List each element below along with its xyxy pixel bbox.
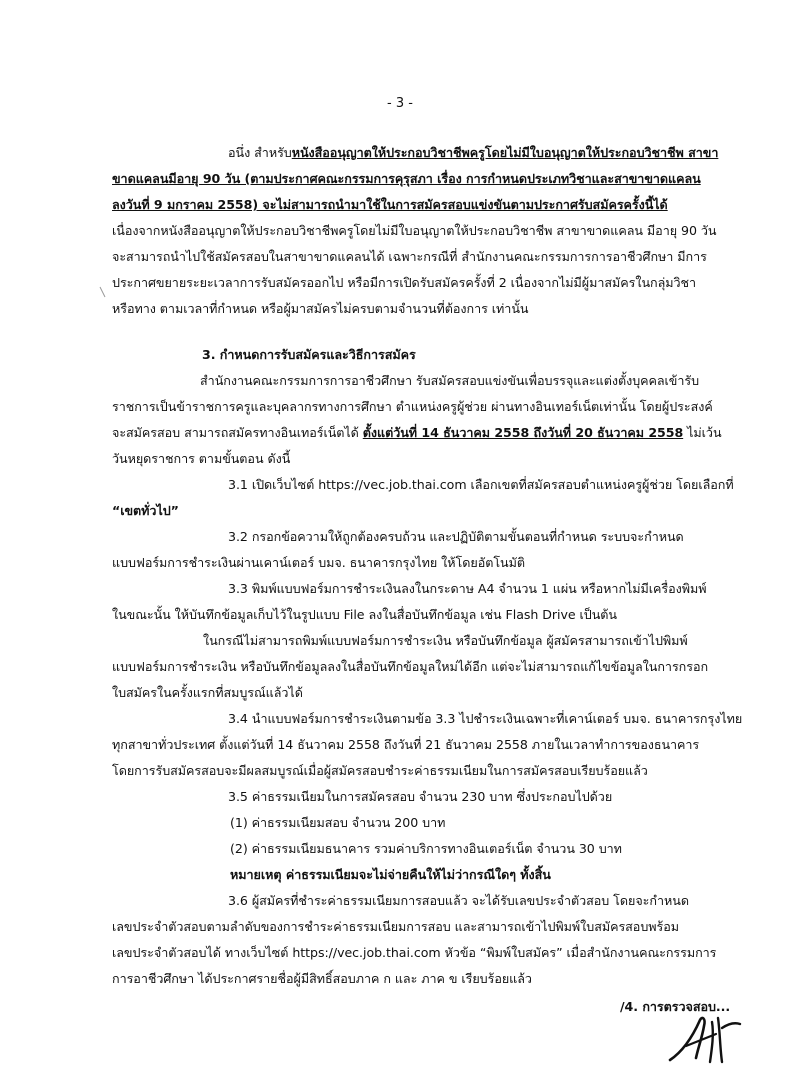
- para1-line-1-emph: หนังสืออนุญาตให้ประกอบวิชาชีพครูโดยไม่มีใบอนุญาตให้ประกอบวิชาชีพ สาขา: [291, 145, 719, 160]
- item-3-2-line-1: 3.2 กรอกข้อความให้ถูกต้องครบถ้วน และปฏิบัติตามขั้นตอนที่กำหนด ระบบจะกำหนด: [228, 529, 684, 544]
- para1-line-2: ขาดแคลนมีอายุ 90 วัน (ตามประกาศคณะกรรมการคุรุสภา เรื่อง การกำหนดประเภทวิชาและสาขาขาดแคลน: [112, 171, 701, 186]
- intro-line-3-dates: ตั้งแต่วันที่ 14 ธันวาคม 2558 ถึงวันที่ 20 ธันวาคม 2558: [362, 425, 684, 440]
- para1-line-6: ประกาศขยายระยะเวลาการรับสมัครออกไป หรือมีการเปิดรับสมัครครั้งที่ 2 เนื่องจากไม่มีผู้มาสมัครในกลุ่มวิชา: [112, 275, 697, 290]
- item-3-5-note: หมายเหตุ ค่าธรรมเนียมจะไม่จ่ายคืนให้ไม่ว่ากรณีใดๆ ทั้งสิ้น: [230, 867, 551, 882]
- item-3-1-line-2: “เขตทั่วไป”: [112, 503, 179, 518]
- item-3-3-line-3: ในกรณีไม่สามารถพิมพ์แบบฟอร์มการชำระเงิน หรือบันทึกข้อมูล ผู้สมัครสามารถเข้าไปพิมพ์: [203, 633, 688, 648]
- item-3-3-line-1: 3.3 พิมพ์แบบฟอร์มการชำระเงินลงในกระดาษ A4 จำนวน 1 แผ่น หรือหากไม่มีเครื่องพิมพ์: [228, 581, 707, 596]
- intro-line-3-tail: ไม่เว้น: [687, 425, 722, 440]
- item-3-4-line-2: ทุกสาขาทั่วประเทศ ตั้งแต่วันที่ 14 ธันวาคม 2558 ถึงวันที่ 21 ธันวาคม 2558 ภายในเวลาทำการของธนาคาร: [112, 737, 700, 752]
- signature-mark: [662, 1008, 748, 1066]
- item-3-4-line-3: โดยการรับสมัครสอบจะมีผลสมบูรณ์เมื่อผู้สมัครสอบชำระค่าธรรมเนียมในการสมัครสอบเรียบร้อยแล้ว: [112, 763, 648, 778]
- item-3-6-line-4: การอาชีวศึกษา ได้ประกาศรายชื่อผู้มีสิทธิ์สอบภาค ก และ ภาค ข เรียบร้อยแล้ว: [112, 971, 532, 986]
- section-3-intro-line-2: ราชการเป็นข้าราชการครูและบุคลากรทางการศึกษา ตำแหน่งครูผู้ช่วย ผ่านทางอินเทอร์เน็ตเท่านั้น โดยผู้ประสงค์: [112, 399, 713, 414]
- item-3-3-line-2: ในขณะนั้น ให้บันทึกข้อมูลเก็บไว้ในรูปแบบ File ลงในสื่อบันทึกข้อมูล เช่น Flash Drive เป็นต้น: [112, 607, 617, 622]
- item-3-6-line-3: เลขประจำตัวสอบได้ ทางเว็บไซต์ https://vec.job.thai.com หัวข้อ “พิมพ์ใบสมัคร” เมื่อสำนักงานคณะกรรมการ: [112, 945, 717, 960]
- item-3-5-line-1: 3.5 ค่าธรรมเนียมในการสมัครสอบ จำนวน 230 บาท ซึ่งประกอบไปด้วย: [228, 789, 613, 804]
- para1-line-4: เนื่องจากหนังสืออนุญาตให้ประกอบวิชาชีพครูโดยไม่มีใบอนุญาตให้ประกอบวิชาชีพ สาขาขาดแคลน มีอายุ 90 วัน: [112, 223, 717, 238]
- item-3-3-line-5: ใบสมัครในครั้งแรกที่สมบูรณ์แล้วได้: [112, 685, 303, 700]
- intro-line-3-lead: จะสมัครสอบ สามารถสมัครทางอินเทอร์เน็ตได้: [112, 425, 359, 440]
- continuation-marker: /4. การตรวจสอบ...: [620, 999, 731, 1014]
- item-3-2-line-2: แบบฟอร์มการชำระเงินผ่านเคาน์เตอร์ บมจ. ธนาคารกรุงไทย ให้โดยอัตโนมัติ: [112, 555, 525, 570]
- section-3-intro-line-1: สำนักงานคณะกรรมการการอาชีวศึกษา รับสมัครสอบแข่งขันเพื่อบรรจุและแต่งตั้งบุคคลเข้ารับ: [200, 373, 700, 388]
- para1-line-1: [228, 144, 718, 162]
- para1-line-5: จะสามารถนำไปใช้สมัครสอบในสาขาขาดแคลนได้ เฉพาะกรณีที่ สำนักงานคณะกรรมการการอาชีวศึกษา มีการ: [112, 249, 707, 264]
- item-3-6-line-2: เลขประจำตัวสอบตามลำดับของการชำระค่าธรรมเนียมการสอบ และสามารถเข้าไปพิมพ์ใบสมัครสอบพร้อม: [112, 919, 679, 934]
- item-3-5-fee-2: (2) ค่าธรรมเนียมธนาคาร รวมค่าบริการทางอินเตอร์เน็ต จำนวน 30 บาท: [230, 841, 622, 856]
- item-3-5-fee-1: (1) ค่าธรรมเนียมสอบ จำนวน 200 บาท: [230, 815, 446, 830]
- section-3-intro-line-4: วันหยุดราชการ ตามขั้นตอน ดังนี้: [112, 451, 291, 466]
- item-3-4-line-1: 3.4 นำแบบฟอร์มการชำระเงินตามข้อ 3.3 ไปชำระเงินเฉพาะที่เคาน์เตอร์ บมจ. ธนาคารกรุงไทย: [228, 711, 743, 726]
- section-3-heading: 3. กำหนดการรับสมัครและวิธีการสมัคร: [202, 347, 416, 362]
- scan-speck-mark: [98, 285, 108, 299]
- para1-line-7: หรือทาง ตามเวลาที่กำหนด หรือผู้มาสมัครไม่ครบตามจำนวนที่ต้องการ เท่านั้น: [112, 301, 529, 316]
- item-3-6-line-1: 3.6 ผู้สมัครที่ชำระค่าธรรมเนียมการสอบแล้ว จะได้รับเลขประจำตัวสอบ โดยจะกำหนด: [228, 893, 689, 908]
- page-number: - 3 -: [387, 96, 413, 111]
- section-3-intro-line-3: [112, 424, 722, 442]
- item-3-1-line-1: 3.1 เปิดเว็บไซต์ https://vec.job.thai.com เลือกเขตที่สมัครสอบตำแหน่งครูผู้ช่วย โดยเลือกที่: [228, 477, 734, 492]
- item-3-3-line-4: แบบฟอร์มการชำระเงิน หรือบันทึกข้อมูลลงในสื่อบันทึกข้อมูลใหม่ได้อีก แต่จะไม่สามารถแก้ไขข้อมูลในการกรอก: [112, 659, 709, 674]
- para1-line-3: ลงวันที่ 9 มกราคม 2558) จะไม่สามารถนำมาใช้ในการสมัครสอบแข่งขันตามประกาศรับสมัครครั้งนี้ได้: [112, 197, 668, 212]
- para1-line-1-lead: อนึ่ง สำหรับ: [228, 145, 292, 160]
